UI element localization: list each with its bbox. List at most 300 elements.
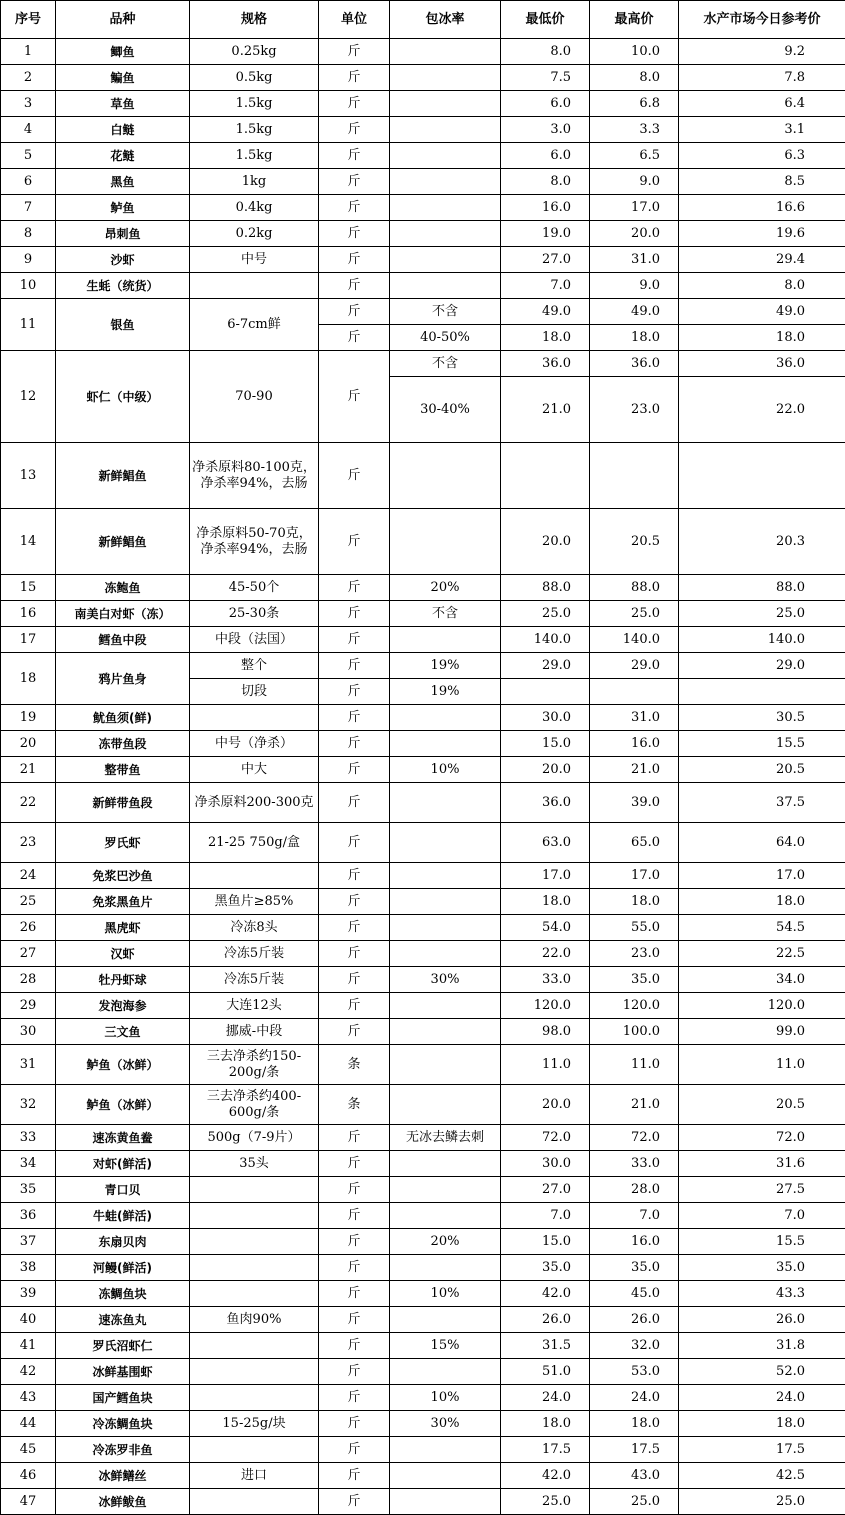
row-ref: 18.0 (679, 325, 845, 351)
row-ref: 43.3 (679, 1281, 845, 1307)
row-name: 冻带鱼段 (56, 731, 190, 757)
row-name: 生蚝（统货） (56, 273, 190, 299)
row-unit: 条 (319, 1085, 390, 1125)
row-ice: 不含 (390, 601, 501, 627)
row-no: 26 (1, 915, 56, 941)
row-max: 23.0 (590, 377, 679, 443)
row-unit: 斤 (319, 1489, 390, 1515)
row-unit: 斤 (319, 65, 390, 91)
row-ref: 6.3 (679, 143, 845, 169)
row-max: 35.0 (590, 1255, 679, 1281)
row-spec: 整个 (190, 653, 319, 679)
row-max: 9.0 (590, 169, 679, 195)
row-ref: 36.0 (679, 351, 845, 377)
row-ice (390, 783, 501, 823)
row-ref: 24.0 (679, 1385, 845, 1411)
row-min: 20.0 (501, 757, 590, 783)
row-max: 21.0 (590, 757, 679, 783)
row-ref: 8.0 (679, 273, 845, 299)
row-ice (390, 1203, 501, 1229)
row-ref: 52.0 (679, 1359, 845, 1385)
table-row (1, 1019, 845, 1045)
row-unit: 斤 (319, 1333, 390, 1359)
row-spec: 1.5kg (190, 117, 319, 143)
row-unit: 斤 (319, 915, 390, 941)
row-name: 冰鲜鲅鱼 (56, 1489, 190, 1515)
row-name: 黑虎虾 (56, 915, 190, 941)
header-ref: 水产市场今日参考价 (679, 1, 845, 39)
row-name: 新鲜带鱼段 (56, 783, 190, 823)
row-max: 16.0 (590, 731, 679, 757)
row-no: 7 (1, 195, 56, 221)
row-min: 49.0 (501, 299, 590, 325)
row-spec: 0.4kg (190, 195, 319, 221)
row-no: 21 (1, 757, 56, 783)
row-min: 7.0 (501, 273, 590, 299)
row-unit: 斤 (319, 39, 390, 65)
row-no: 24 (1, 863, 56, 889)
row-min: 31.5 (501, 1333, 590, 1359)
row-ref: 72.0 (679, 1125, 845, 1151)
row-spec (190, 1385, 319, 1411)
header-no: 序号 (1, 1, 56, 39)
row-ref: 30.5 (679, 705, 845, 731)
row-spec: 中号（净杀） (190, 731, 319, 757)
row-ice: 不含 (390, 351, 501, 377)
table-row (1, 247, 845, 273)
table-row (1, 889, 845, 915)
table-row (1, 1333, 845, 1359)
header-spec: 规格 (190, 1, 319, 39)
row-min: 42.0 (501, 1463, 590, 1489)
row-min: 98.0 (501, 1019, 590, 1045)
row-unit: 斤 (319, 299, 390, 325)
row-spec: 21-25 750g/盒 (190, 823, 319, 863)
row-name: 东扇贝肉 (56, 1229, 190, 1255)
row-name: 罗氏沼虾仁 (56, 1333, 190, 1359)
row-min: 18.0 (501, 325, 590, 351)
row-min: 42.0 (501, 1281, 590, 1307)
table-row (1, 1281, 845, 1307)
row-ice (390, 889, 501, 915)
row-no: 40 (1, 1307, 56, 1333)
row-ref: 16.6 (679, 195, 845, 221)
row-name: 白鲢 (56, 117, 190, 143)
row-ice: 19% (390, 679, 501, 705)
row-no: 2 (1, 65, 56, 91)
row-ref: 15.5 (679, 1229, 845, 1255)
row-name: 鳊鱼 (56, 65, 190, 91)
row-max: 49.0 (590, 299, 679, 325)
row-max: 21.0 (590, 1085, 679, 1125)
row-max: 10.0 (590, 39, 679, 65)
row-ref: 15.5 (679, 731, 845, 757)
row-unit: 条 (319, 1045, 390, 1085)
row-unit: 斤 (319, 1463, 390, 1489)
row-ref: 8.5 (679, 169, 845, 195)
row-ref: 29.4 (679, 247, 845, 273)
row-unit: 斤 (319, 863, 390, 889)
row-spec (190, 1203, 319, 1229)
row-no: 43 (1, 1385, 56, 1411)
row-ice: 10% (390, 1385, 501, 1411)
row-name: 沙虾 (56, 247, 190, 273)
row-name: 发泡海参 (56, 993, 190, 1019)
row-name: 罗氏虾 (56, 823, 190, 863)
row-name: 国产鳕鱼块 (56, 1385, 190, 1411)
row-ice (390, 509, 501, 575)
table-row (1, 1255, 845, 1281)
row-unit: 斤 (319, 967, 390, 993)
row-spec: 三去净杀约400-600g/条 (190, 1085, 319, 1125)
row-name: 冻鲷鱼块 (56, 1281, 190, 1307)
row-no: 34 (1, 1151, 56, 1177)
table-body (1, 39, 845, 1515)
row-spec: 15-25g/块 (190, 1411, 319, 1437)
row-ref: 64.0 (679, 823, 845, 863)
table-row (1, 1307, 845, 1333)
row-no: 10 (1, 273, 56, 299)
row-no: 41 (1, 1333, 56, 1359)
row-min: 26.0 (501, 1307, 590, 1333)
table-row (1, 653, 845, 679)
table-row (1, 601, 845, 627)
row-unit: 斤 (319, 889, 390, 915)
row-ice (390, 731, 501, 757)
row-min: 63.0 (501, 823, 590, 863)
row-unit: 斤 (319, 1151, 390, 1177)
table-row (1, 169, 845, 195)
row-no: 22 (1, 783, 56, 823)
row-name: 南美白对虾（冻） (56, 601, 190, 627)
header-ice: 包冰率 (390, 1, 501, 39)
row-max: 140.0 (590, 627, 679, 653)
row-min: 18.0 (501, 889, 590, 915)
row-ice (390, 91, 501, 117)
table-row (1, 967, 845, 993)
row-no: 17 (1, 627, 56, 653)
header-name: 品种 (56, 1, 190, 39)
table-row (1, 1203, 845, 1229)
header-min: 最低价 (501, 1, 590, 39)
row-no: 36 (1, 1203, 56, 1229)
row-spec (190, 1229, 319, 1255)
row-spec (190, 1177, 319, 1203)
table-row (1, 221, 845, 247)
row-unit: 斤 (319, 273, 390, 299)
row-ice (390, 1019, 501, 1045)
row-ice (390, 941, 501, 967)
row-name: 对虾(鲜活) (56, 1151, 190, 1177)
row-spec: 冷冻8头 (190, 915, 319, 941)
row-spec: 进口 (190, 1463, 319, 1489)
row-name: 冷冻鲷鱼块 (56, 1411, 190, 1437)
row-spec (190, 273, 319, 299)
row-spec: 1.5kg (190, 91, 319, 117)
row-ref: 22.0 (679, 377, 845, 443)
row-ice (390, 915, 501, 941)
row-unit: 斤 (319, 1437, 390, 1463)
row-ref (679, 679, 845, 705)
row-no: 23 (1, 823, 56, 863)
row-spec: 冷冻5斤装 (190, 941, 319, 967)
row-min: 16.0 (501, 195, 590, 221)
row-ice (390, 65, 501, 91)
row-spec: 0.25kg (190, 39, 319, 65)
row-max: 7.0 (590, 1203, 679, 1229)
row-min: 15.0 (501, 1229, 590, 1255)
row-ice (390, 143, 501, 169)
row-max: 25.0 (590, 601, 679, 627)
row-min: 88.0 (501, 575, 590, 601)
row-ref: 99.0 (679, 1019, 845, 1045)
row-unit: 斤 (319, 1385, 390, 1411)
row-unit: 斤 (319, 1229, 390, 1255)
row-ice (390, 1045, 501, 1085)
row-max: 31.0 (590, 247, 679, 273)
row-min: 7.0 (501, 1203, 590, 1229)
row-max: 16.0 (590, 1229, 679, 1255)
row-min: 21.0 (501, 377, 590, 443)
row-ref: 22.5 (679, 941, 845, 967)
row-name: 鳕鱼中段 (56, 627, 190, 653)
table-row (1, 823, 845, 863)
row-ice: 20% (390, 575, 501, 601)
table-row (1, 65, 845, 91)
row-name: 冻鲍鱼 (56, 575, 190, 601)
row-name: 新鲜鲳鱼 (56, 509, 190, 575)
row-ref: 17.5 (679, 1437, 845, 1463)
row-ice: 30% (390, 967, 501, 993)
row-spec (190, 705, 319, 731)
row-unit: 斤 (319, 627, 390, 653)
table-row (1, 1229, 845, 1255)
row-unit: 斤 (319, 91, 390, 117)
table-row (1, 783, 845, 823)
row-ref: 140.0 (679, 627, 845, 653)
row-max: 72.0 (590, 1125, 679, 1151)
row-min: 11.0 (501, 1045, 590, 1085)
row-ice (390, 1085, 501, 1125)
row-spec (190, 1333, 319, 1359)
row-name: 花鲢 (56, 143, 190, 169)
table-row (1, 443, 845, 509)
row-name: 鲈鱼（冰鲜） (56, 1085, 190, 1125)
row-ref: 29.0 (679, 653, 845, 679)
row-name: 虾仁（中级） (56, 351, 190, 443)
row-unit: 斤 (319, 325, 390, 351)
row-max: 9.0 (590, 273, 679, 299)
row-name: 三文鱼 (56, 1019, 190, 1045)
table-row (1, 1151, 845, 1177)
row-ice (390, 39, 501, 65)
row-no: 46 (1, 1463, 56, 1489)
row-unit: 斤 (319, 195, 390, 221)
row-min: 27.0 (501, 247, 590, 273)
row-unit: 斤 (319, 1125, 390, 1151)
table-row (1, 1045, 845, 1085)
row-ice: 40-50% (390, 325, 501, 351)
row-no: 28 (1, 967, 56, 993)
row-max: 31.0 (590, 705, 679, 731)
row-ice (390, 627, 501, 653)
row-max: 55.0 (590, 915, 679, 941)
row-ice (390, 1151, 501, 1177)
row-min: 24.0 (501, 1385, 590, 1411)
row-ref: 18.0 (679, 889, 845, 915)
row-max: 36.0 (590, 351, 679, 377)
row-spec: 45-50个 (190, 575, 319, 601)
row-name: 鱿鱼须(鲜) (56, 705, 190, 731)
row-unit: 斤 (319, 169, 390, 195)
table-row (1, 1177, 845, 1203)
row-spec (190, 1255, 319, 1281)
row-ref: 9.2 (679, 39, 845, 65)
row-spec: 净杀原料200-300克 (190, 783, 319, 823)
row-no: 42 (1, 1359, 56, 1385)
row-unit: 斤 (319, 1203, 390, 1229)
row-max (590, 679, 679, 705)
row-max: 25.0 (590, 1489, 679, 1515)
row-min: 18.0 (501, 1411, 590, 1437)
row-no: 45 (1, 1437, 56, 1463)
row-no: 37 (1, 1229, 56, 1255)
row-unit: 斤 (319, 1255, 390, 1281)
table-row (1, 1359, 845, 1385)
row-spec: 0.2kg (190, 221, 319, 247)
row-no: 4 (1, 117, 56, 143)
row-ice (390, 1463, 501, 1489)
row-unit: 斤 (319, 601, 390, 627)
row-ice (390, 169, 501, 195)
row-min (501, 679, 590, 705)
row-ice (390, 1307, 501, 1333)
row-ice (390, 1177, 501, 1203)
row-ice: 15% (390, 1333, 501, 1359)
row-name: 牡丹虾球 (56, 967, 190, 993)
row-no: 18 (1, 653, 56, 705)
row-no: 44 (1, 1411, 56, 1437)
row-min: 72.0 (501, 1125, 590, 1151)
row-unit: 斤 (319, 1281, 390, 1307)
table-row (1, 915, 845, 941)
row-spec: 净杀原料80-100克，净杀率94%，去肠 (190, 443, 319, 509)
row-name: 昂刺鱼 (56, 221, 190, 247)
row-ref: 88.0 (679, 575, 845, 601)
row-spec: 净杀原料50-70克，净杀率94%，去肠 (190, 509, 319, 575)
row-max: 39.0 (590, 783, 679, 823)
table-row (1, 117, 845, 143)
row-max: 32.0 (590, 1333, 679, 1359)
row-ice (390, 221, 501, 247)
row-min: 15.0 (501, 731, 590, 757)
row-no: 8 (1, 221, 56, 247)
row-ref: 17.0 (679, 863, 845, 889)
row-name: 冰鲜基围虾 (56, 1359, 190, 1385)
row-ref: 20.5 (679, 1085, 845, 1125)
table-row (1, 1125, 845, 1151)
row-unit: 斤 (319, 247, 390, 273)
row-spec: 1kg (190, 169, 319, 195)
row-ice (390, 1437, 501, 1463)
row-ice: 30-40% (390, 377, 501, 443)
row-ice: 10% (390, 757, 501, 783)
row-min: 8.0 (501, 169, 590, 195)
row-ice (390, 1255, 501, 1281)
row-unit: 斤 (319, 1019, 390, 1045)
row-spec (190, 1281, 319, 1307)
header-max: 最高价 (590, 1, 679, 39)
row-name: 青口贝 (56, 1177, 190, 1203)
row-max: 26.0 (590, 1307, 679, 1333)
row-min: 30.0 (501, 705, 590, 731)
row-no: 39 (1, 1281, 56, 1307)
row-spec: 切段 (190, 679, 319, 705)
row-spec: 中大 (190, 757, 319, 783)
row-ice (390, 1359, 501, 1385)
row-no: 38 (1, 1255, 56, 1281)
row-unit: 斤 (319, 143, 390, 169)
table-row (1, 39, 845, 65)
row-max: 20.0 (590, 221, 679, 247)
row-name: 河鳗(鲜活) (56, 1255, 190, 1281)
row-ref: 120.0 (679, 993, 845, 1019)
row-ref: 11.0 (679, 1045, 845, 1085)
row-spec: 35头 (190, 1151, 319, 1177)
table-row (1, 195, 845, 221)
row-ref: 3.1 (679, 117, 845, 143)
row-name: 速冻鱼丸 (56, 1307, 190, 1333)
row-min: 17.0 (501, 863, 590, 889)
row-max: 17.0 (590, 195, 679, 221)
row-min: 6.0 (501, 143, 590, 169)
row-no: 3 (1, 91, 56, 117)
row-ref: 20.5 (679, 757, 845, 783)
row-name: 速冻黄鱼鲞 (56, 1125, 190, 1151)
row-spec: 0.5kg (190, 65, 319, 91)
row-min: 120.0 (501, 993, 590, 1019)
row-ref: 7.0 (679, 1203, 845, 1229)
row-ice (390, 443, 501, 509)
header-unit: 单位 (319, 1, 390, 39)
row-min: 54.0 (501, 915, 590, 941)
row-spec (190, 863, 319, 889)
row-max: 28.0 (590, 1177, 679, 1203)
row-spec: 中号 (190, 247, 319, 273)
row-max: 17.0 (590, 863, 679, 889)
row-no: 1 (1, 39, 56, 65)
row-ref: 31.8 (679, 1333, 845, 1359)
row-max: 65.0 (590, 823, 679, 863)
row-min: 29.0 (501, 653, 590, 679)
row-unit: 斤 (319, 1177, 390, 1203)
row-no: 6 (1, 169, 56, 195)
row-unit: 斤 (319, 1411, 390, 1437)
row-name: 银鱼 (56, 299, 190, 351)
row-name: 免浆巴沙鱼 (56, 863, 190, 889)
row-ref: 54.5 (679, 915, 845, 941)
row-max: 6.5 (590, 143, 679, 169)
row-ice (390, 247, 501, 273)
row-ref: 19.6 (679, 221, 845, 247)
row-max: 8.0 (590, 65, 679, 91)
row-ref: 34.0 (679, 967, 845, 993)
row-max: 35.0 (590, 967, 679, 993)
row-name: 整带鱼 (56, 757, 190, 783)
row-max: 29.0 (590, 653, 679, 679)
row-max: 6.8 (590, 91, 679, 117)
row-min: 20.0 (501, 509, 590, 575)
